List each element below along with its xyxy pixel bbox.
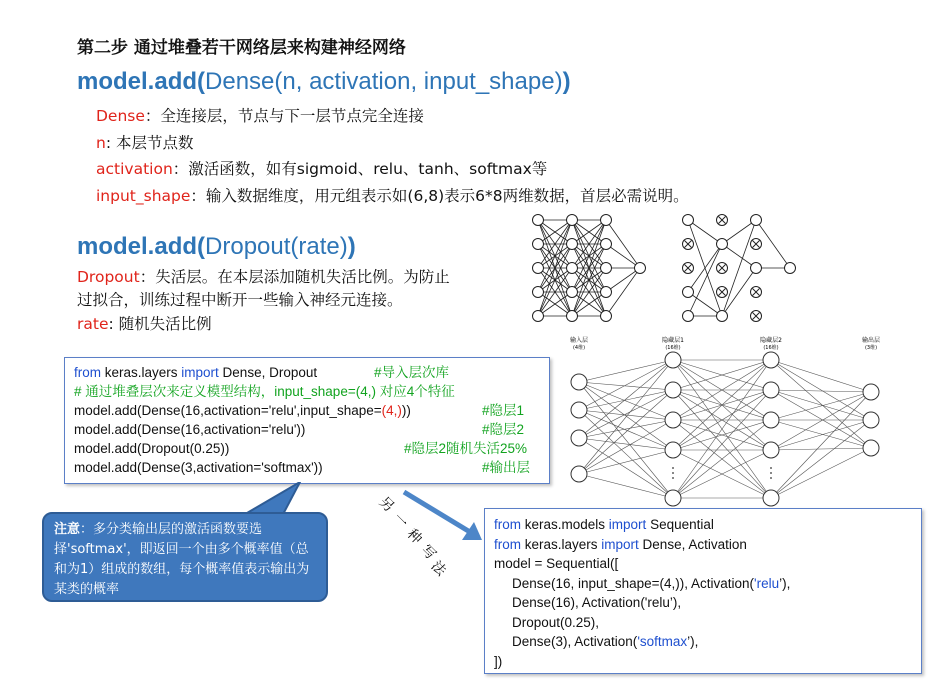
neuron <box>683 215 694 226</box>
code2-line-2: from keras.layers import Dense, Activation <box>494 536 747 552</box>
network-node <box>763 352 779 368</box>
note-callout: 注意：多分类输出层的激活函数要选择'softmax'，即返回一个由多个概率值（总和为1）组成的数组，每个概率值表示输出为某类的概率 <box>42 512 328 602</box>
code2-line-4: Dense(16, input_shape=(4,)), Activation('relu’), <box>512 575 791 591</box>
neuron <box>683 311 694 322</box>
neuron <box>533 287 544 298</box>
hidden2-layer-label: 隐藏层2 <box>760 337 782 344</box>
neuron <box>601 215 612 226</box>
network-node <box>571 466 587 482</box>
neuron <box>785 263 796 274</box>
network-node <box>863 412 879 428</box>
network-node <box>665 382 681 398</box>
standard-network-diagram <box>533 215 646 322</box>
code2-line-3: model = Sequential([ <box>494 556 619 571</box>
output-layer-label: 输出层 <box>861 337 881 344</box>
input-shape-description: input_shape：输入数据维度，用元组表示如(6,8)表示6*8两维数据，首层必需说明。 <box>96 187 689 205</box>
network-node <box>571 430 587 446</box>
rate-description: rate: 随机失活比例 <box>77 315 212 333</box>
dense-heading: model.add(Dense(n, activation, input_shape)) <box>77 68 571 95</box>
network-node <box>665 412 681 428</box>
neuron <box>635 263 646 274</box>
output-layer-sublabel: (3维) <box>864 345 878 351</box>
code2-line-5: Dense(16), Activation('relu’), <box>512 595 682 610</box>
step-title: 第二步 通过堆叠若干网络层来构建神经网络 <box>77 38 406 58</box>
dropout-heading: model.add(Dropout(rate)) <box>77 233 356 260</box>
neuron <box>567 287 578 298</box>
neuron <box>533 215 544 226</box>
hidden1-layer-sublabel: (16维) <box>665 345 681 351</box>
neuron <box>567 215 578 226</box>
network-node <box>571 402 587 418</box>
neuron <box>567 311 578 322</box>
code-line-import: from keras.layers import Dense, Dropout #导入层次库 <box>74 365 450 380</box>
activation-description: activation：激活函数，如有sigmoid、relu、tanh、softmax等 <box>96 160 548 178</box>
input-layer-label: 输入层 <box>569 337 589 344</box>
code-block-sequential-list <box>484 508 922 674</box>
neural-network-diagram <box>565 332 910 510</box>
neuron <box>601 287 612 298</box>
code2-line-7: Dense(3), Activation('softmax’), <box>512 634 699 649</box>
hidden2-layer-sublabel: (16维) <box>763 345 779 351</box>
dense-description: Dense：全连接层，节点与下一层节点完全连接 <box>96 107 424 125</box>
neuron <box>533 263 544 274</box>
network-node <box>863 440 879 456</box>
neuron <box>751 263 762 274</box>
network-node <box>763 382 779 398</box>
n-description: n: 本层节点数 <box>96 134 194 152</box>
code-line-dense2: model.add(Dense(16,activation='relu')) #隐层2 <box>74 422 525 437</box>
network-node <box>665 490 681 506</box>
hidden1-layer-label: 隐藏层1 <box>662 337 684 344</box>
network-node <box>665 352 681 368</box>
dropout-illustration <box>532 208 812 333</box>
dropout-network-diagram <box>683 215 796 322</box>
code-line-output: model.add(Dense(3,activation='softmax')) #输出层 <box>74 460 531 475</box>
neuron <box>533 239 544 250</box>
code2-line-1: from keras.models import Sequential <box>494 517 714 532</box>
input-layer-sublabel: (4维) <box>572 345 586 351</box>
neuron <box>601 239 612 250</box>
dropout-description: Dropout：失活层。在本层添加随机失活比例。为防止 <box>77 268 450 286</box>
code-block-sequential-add <box>64 357 550 484</box>
neuron <box>717 239 728 250</box>
dropout-description-cont: 过拟合，训练过程中断开一些输入神经元连接。 <box>77 291 403 309</box>
network-node <box>665 442 681 458</box>
network-node <box>763 442 779 458</box>
code-line-dense1: model.add(Dense(16,activation='relu',input_shape=(4,))) #隐层1 <box>74 403 525 418</box>
network-node <box>763 490 779 506</box>
network-node <box>763 412 779 428</box>
neuron <box>567 263 578 274</box>
neuron <box>601 263 612 274</box>
alternative-label: 另 一 种 写 法 <box>375 494 449 580</box>
network-node <box>863 384 879 400</box>
code2-line-8: ]) <box>494 653 503 669</box>
network-node <box>571 374 587 390</box>
code-line-comment: # 通过堆叠层次来定义模型结构，input_shape=(4,) 对应4个特征 <box>74 384 455 399</box>
code2-line-6: Dropout(0.25), <box>512 614 600 630</box>
neuron <box>601 311 612 322</box>
neuron <box>567 239 578 250</box>
neuron <box>717 311 728 322</box>
neuron <box>683 287 694 298</box>
code-line-dropout: model.add(Dropout(0.25)) #隐层2随机失活25% <box>74 441 528 456</box>
neuron <box>751 215 762 226</box>
neuron <box>533 311 544 322</box>
